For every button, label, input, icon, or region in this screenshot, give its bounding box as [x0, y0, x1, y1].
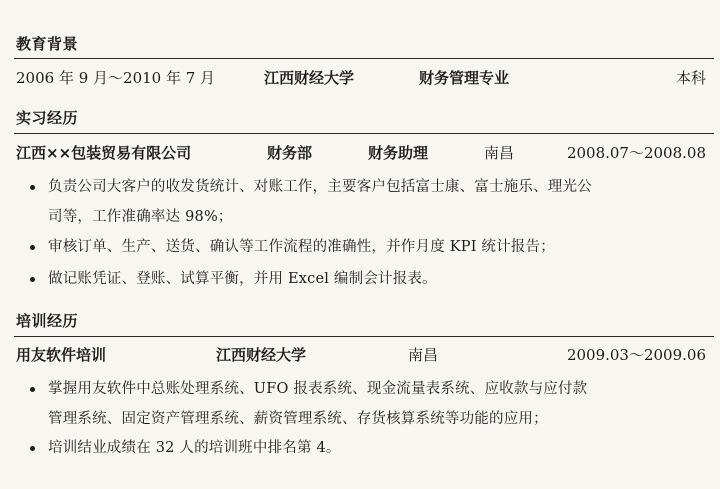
section-title-education: 教育背景	[16, 35, 79, 53]
internship-period: 2008.07～2008.08	[566, 144, 706, 162]
internship-bullet-3: 做记账凭证、登账、试算平衡，并用 Excel 编制会计报表。	[48, 271, 437, 287]
section-divider	[14, 336, 714, 337]
bullet-icon	[30, 387, 35, 392]
training-bullet-2: 培训结业成绩在 32 人的培训班中排名第 4。	[48, 440, 341, 456]
education-degree: 本科	[675, 69, 706, 87]
internship-department: 财务部	[267, 144, 313, 162]
internship-location: 南昌	[484, 144, 515, 162]
internship-company: 江西××包装贸易有限公司	[16, 144, 192, 162]
section-title-internship: 实习经历	[16, 109, 79, 127]
education-row	[16, 67, 706, 89]
section-divider	[14, 58, 714, 59]
education-period: 2006 年 9 月～2010 年 7 月	[16, 69, 216, 87]
internship-row	[16, 142, 706, 164]
training-row	[16, 344, 706, 366]
internship-position: 财务助理	[368, 144, 429, 162]
training-bullet-1-line-1: 掌握用友软件中总账处理系统、UFO 报表系统、现金流量表系统、应收款与应付款	[48, 381, 588, 397]
education-school: 江西财经大学	[264, 69, 355, 87]
training-bullet-1-line-2: 管理系统、固定资产管理系统、薪资管理系统、存货核算系统等功能的应用；	[48, 411, 548, 427]
bullet-icon	[30, 185, 35, 190]
internship-bullet-1-line-2: 司等，工作准确率达 98%；	[48, 209, 233, 225]
training-location: 南昌	[408, 346, 439, 364]
training-school: 江西财经大学	[216, 346, 307, 364]
internship-bullet-1-line-1: 负责公司大客户的收发货统计、对账工作，主要客户包括富士康、富士施乐、理光公	[48, 179, 592, 195]
internship-bullet-2: 审核订单、生产、送货、确认等工作流程的准确性，并作月度 KPI 统计报告；	[48, 239, 555, 255]
section-title-training: 培训经历	[16, 312, 79, 330]
training-period: 2009.03～2009.06	[566, 346, 706, 364]
bullet-icon	[30, 245, 35, 250]
training-course: 用友软件培训	[16, 346, 107, 364]
section-divider	[14, 133, 714, 134]
education-major: 财务管理专业	[419, 69, 510, 87]
bullet-icon	[30, 277, 35, 282]
bullet-icon	[30, 446, 35, 451]
